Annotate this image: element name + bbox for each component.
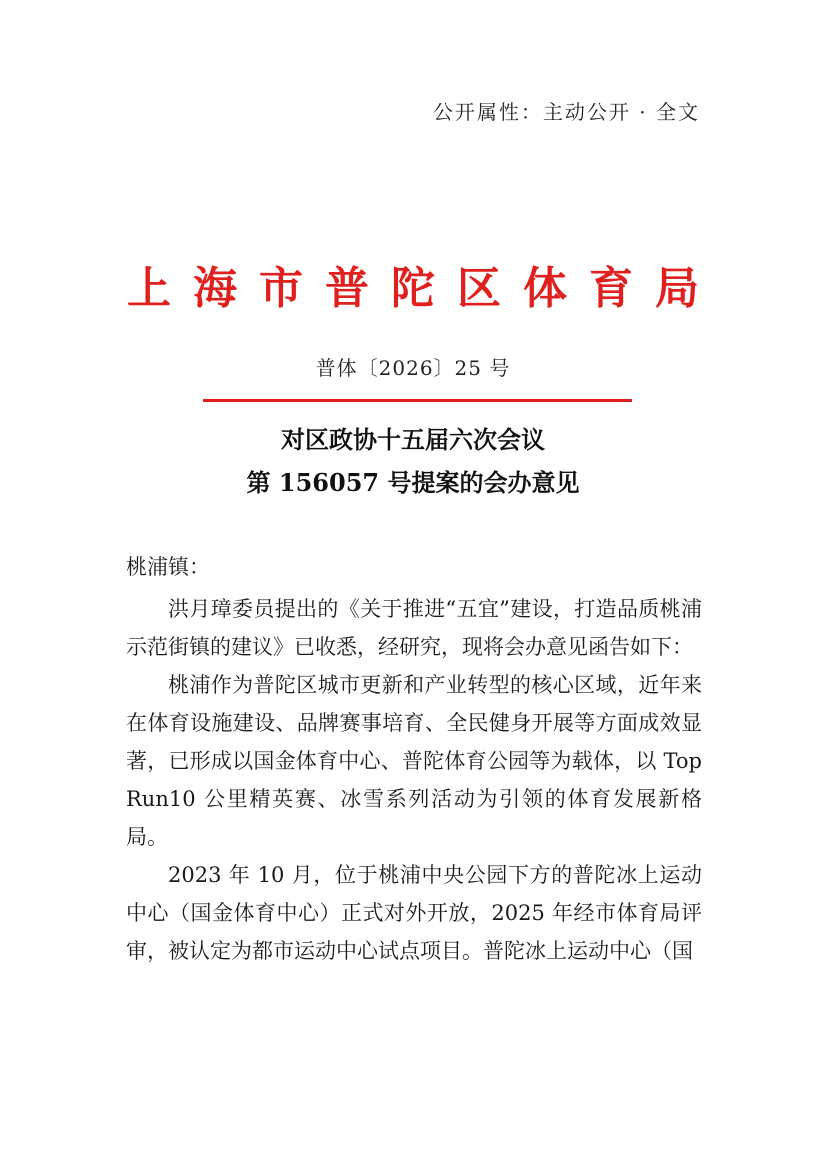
- title-line-1: 对区政协十五届六次会议: [281, 425, 545, 454]
- disclosure-attribute: 公开属性：主动公开 · 全文: [432, 100, 700, 124]
- body-paragraph: 2023 年 10 月，位于桃浦中央公园下方的普陀冰上运动中心（国金体育中心）正式对外开放，2025 年经市体育局评审，被认定为都市运动中心试点项目。普陀冰上运动中心（国: [126, 863, 702, 963]
- body-paragraph: 洪月璋委员提出的《关于推进“五宜”建设，打造品质桃浦示范街镇的建议》已收悉，经研究，现将会办意见函告如下：: [126, 597, 702, 659]
- document-number: 普体〔2026〕25 号: [315, 356, 511, 380]
- agency-letterhead: 上海市普陀区体育局: [127, 263, 721, 314]
- document-title: [0, 418, 826, 504]
- document-body: [126, 548, 702, 970]
- title-line-2: 第 156057 号提案的会办意见: [246, 468, 580, 497]
- red-divider-line: [203, 399, 632, 402]
- salutation: 桃浦镇：: [126, 555, 210, 579]
- body-paragraph: 桃浦作为普陀区城市更新和产业转型的核心区域，近年来在体育设施建设、品牌赛事培育、全民健身开展等方面成效显著，已形成以国金体育中心、普陀体育公园等为载体，以 Top Run10 公里精英赛、冰雪系列活动为引领的体育发展新格局。: [126, 673, 702, 849]
